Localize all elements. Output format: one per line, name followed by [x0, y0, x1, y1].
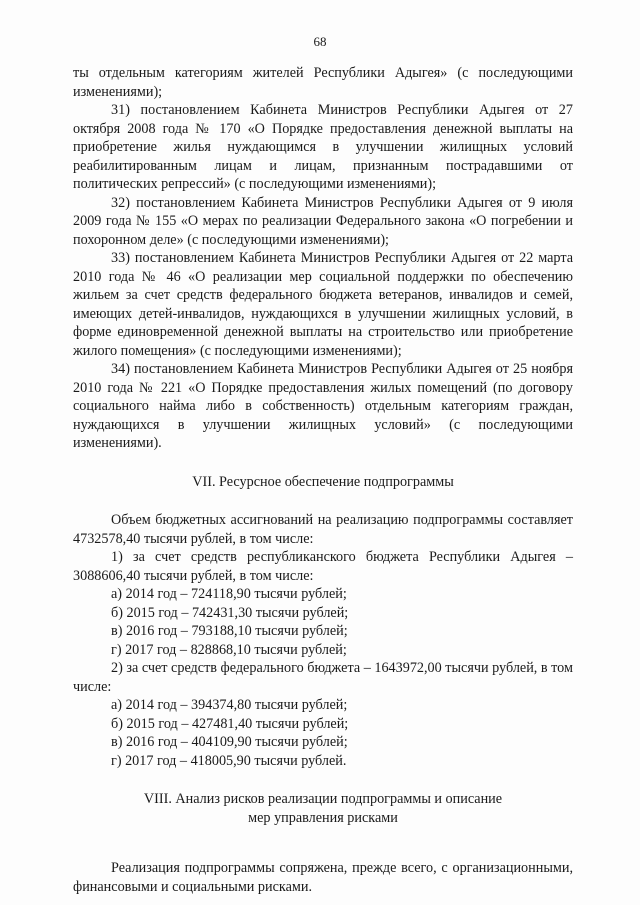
section-7-intro: Объем бюджетных ассигнований на реализацию подпрограммы составляет 4732578,40 тысячи рублей, в том числе:	[73, 512, 573, 547]
section-8-heading-line2: мер управления рисками	[248, 809, 398, 826]
federal-year-2016: в) 2016 год – 404109,90 тысячи рублей;	[111, 734, 348, 750]
regional-year-2017: г) 2017 год – 828868,10 тысячи рублей;	[111, 641, 347, 658]
list-item-32: 32) постановлением Кабинета Министров Республики Адыгея от 9 июля 2009 года № 155 «О мерах по реализации Федерального закона «О погребении и похоронном деле» (с последующими изменениями);	[73, 194, 573, 248]
federal-budget-item: 2) за счет средств федерального бюджета – 1643972,00 тысячи рублей, в том числе:	[73, 660, 573, 695]
section-8-heading-line1: VIII. Анализ рисков реализации подпрограммы и описание	[143, 791, 503, 807]
regional-year-2015: б) 2015 год – 742431,30 тысячи рублей;	[111, 604, 349, 621]
regional-year-2016: в) 2016 год – 793188,10 тысячи рублей;	[111, 623, 348, 639]
list-item-31: 31) постановлением Кабинета Министров Республики Адыгея от 27 октября 2008 года № 170 «О Порядке предоставления денежной выплаты на приобретение жилья нуждающимся в улучшении жилищных условий реабилитированным лицам и лицам, признанным пострадавшими от политических репрессий» (с последующими изменениями);	[73, 102, 573, 192]
list-item-continuation: ты отдельным категориям жителей Республики Адыгея» (с последующими изменениями);	[73, 65, 573, 100]
federal-year-2015: б) 2015 год – 427481,40 тысячи рублей;	[111, 715, 349, 732]
list-item-34: 34) постановлением Кабинета Министров Республики Адыгея от 25 ноября 2010 года № 221 «О Порядке предоставления жилых помещений (по договору социального найма либо в собственность) отдельным категориям граждан, нуждающихся в улучшении жилищных условий» (с последующими изменениями).	[73, 361, 573, 451]
page-number: 68	[313, 34, 327, 49]
federal-year-2017: г) 2017 год – 418005,90 тысячи рублей.	[111, 752, 347, 769]
regional-budget-item: 1) за счет средств республиканского бюджета Республики Адыгея – 3088606,40 тысячи рублей, в том числе:	[73, 549, 573, 584]
regional-year-2014: а) 2014 год – 724118,90 тысячи рублей;	[111, 586, 347, 602]
federal-year-2014: а) 2014 год – 394374,80 тысячи рублей;	[111, 697, 348, 713]
list-item-33: 33) постановлением Кабинета Министров Республики Адыгея от 22 марта 2010 года № 46 «О реализации мер социальной поддержки по обеспечению жильем за счет средств федерального бюджета ветеранов, инвалидов и семей, имеющих детей-инвалидов, нуждающихся в улучшении жилищных условий, в форме единовременной денежной выплаты на строительство или приобретение жилого помещения» (с последующими изменениями);	[73, 250, 573, 359]
section-7-heading: VII. Ресурсное обеспечение подпрограммы	[192, 473, 454, 490]
section-8-text: Реализация подпрограммы сопряжена, прежде всего, с организационными, финансовыми и социальными рисками.	[73, 860, 573, 895]
document-body	[73, 64, 573, 896]
